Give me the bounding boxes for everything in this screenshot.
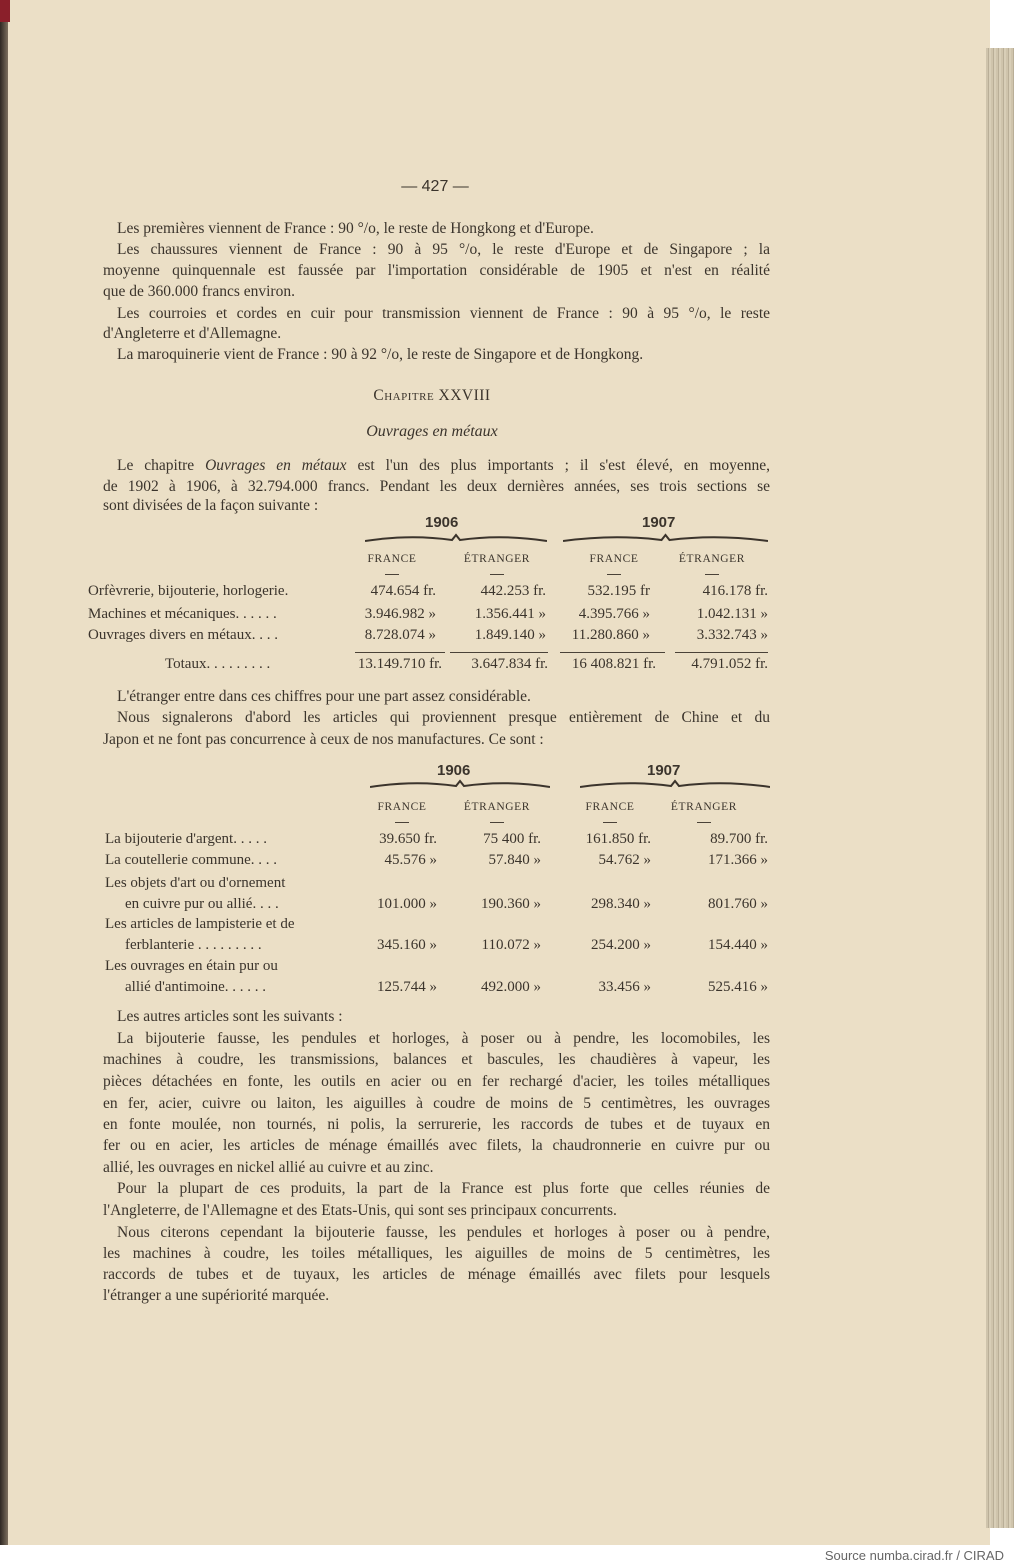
column-dash [490,574,504,575]
chapter-heading: Chapitre XXVIII [373,387,491,404]
column-dash [603,822,617,823]
paragraph-line: les machines à coudre, les toiles métalliques, les aiguilles de moins de 5 centimètres, les [103,1245,770,1262]
chapter-title: Ouvrages en métaux [366,423,498,440]
table-cell: 89.700 fr. [710,831,768,847]
paragraph-line: fer ou en acier, les articles de ménage émaillés avec filets, la chaudronnerie en cuivre pur ou [103,1137,770,1154]
source-credit: Source numba.cirad.fr / CIRAD [824,1548,1004,1563]
table-cell: 45.576 » [384,852,437,868]
paragraph-line: raccords de tubes et de tuyaux, les articles de ménage émaillés avec filets pour lesquels [103,1266,770,1283]
table-cell: 110.072 » [481,937,541,953]
column-header: FRANCE [585,801,635,813]
column-header: ÉTRANGER [463,553,531,565]
total-rule [675,652,768,653]
paragraph-line: en fonte moulée, non tournés, ni polis, la serrurerie, les raccords de tubes et de tuyaux en [103,1116,770,1133]
paragraph-line: d'Angleterre et d'Allemagne. [103,325,282,342]
year-header: 1906 [425,514,459,531]
year-brace [365,532,547,544]
paragraph-line: Nous citerons cependant la bijouterie fausse, les pendules et horloges à poser ou à pendre, [117,1224,770,1241]
page-number: — 427 — [401,178,469,195]
table-cell: 474.654 fr. [370,583,436,599]
table-cell: 57.840 » [488,852,541,868]
table-cell: 1.849.140 » [474,627,546,643]
table-cell: 39.650 fr. [379,831,437,847]
column-header: FRANCE [367,553,417,565]
year-header: 1907 [642,514,676,531]
year-header: 1906 [437,762,471,779]
table-cell: 101.000 » [377,896,437,912]
paragraph-line: Pour la plupart de ces produits, la part de la France est plus forte que celles réunies de [117,1180,770,1197]
row-label: Machines et mécaniques. . . . . . [88,606,277,622]
table-cell: 345.160 » [377,937,437,953]
paragraph-line: l'Angleterre, de l'Allemagne et des Etats-Unis, qui sont ses principaux concurrents. [103,1202,617,1219]
column-dash [395,822,409,823]
table-cell: 1.042.131 » [696,606,768,622]
emphasis: Ouvrages en métaux [205,457,347,474]
column-header: ÉTRANGER [678,553,746,565]
binding-ribbon [0,0,10,22]
column-dash [385,574,399,575]
paragraph-line: Japon et ne font pas concurrence à ceux de nos manufactures. Ce sont : [103,731,544,748]
paragraph-line: l'étranger a une supériorité marquée. [103,1287,330,1304]
year-brace [370,778,550,790]
total-cell: 16 408.821 fr. [571,656,656,672]
paragraph-line: Nous signalerons d'abord les articles qui proviennent presque entièrement de Chine et du [117,709,770,726]
table-cell: 3.332.743 » [696,627,768,643]
table-cell: 525.416 » [708,979,768,995]
paragraph-line: moyenne quinquennale est faussée par l'importation considérable de 1905 et n'est en réalité [103,262,770,279]
total-label: Totaux. . . . . . . . . [165,656,271,672]
row-label: Les ouvrages en étain pur ou [105,958,278,974]
column-header: FRANCE [377,801,427,813]
row-label: en cuivre pur ou allié. . . . [125,896,279,912]
table-cell: 190.360 » [481,896,541,912]
table-cell: 171.366 » [708,852,768,868]
paragraph-line: Les premières viennent de France : 90 °/o, le reste de Hongkong et d'Europe. [117,220,594,237]
row-label: allié d'antimoine. . . . . . [125,979,267,995]
column-dash [697,822,711,823]
row-label: Les objets d'art ou d'ornement [105,875,286,891]
paragraph-line: que de 360.000 francs environ. [103,283,295,300]
table-cell: 442.253 fr. [480,583,546,599]
row-label: Orfèvrerie, bijouterie, horlogerie. [88,583,289,599]
year-brace [563,532,768,544]
paragraph-line: L'étranger entre dans ces chiffres pour une part assez considérable. [117,688,531,705]
book-binding-edge [0,0,8,1545]
table-cell: 3.946.982 » [364,606,436,622]
paragraph-line: machines à coudre, les transmissions, balances et bascules, les chaudières à vapeur, les [103,1051,770,1068]
table-cell: 416.178 fr. [702,583,768,599]
year-header: 1907 [647,762,681,779]
row-label: La coutellerie commune. . . . [105,852,278,868]
table-cell: 75 400 fr. [483,831,541,847]
total-cell: 3.647.834 fr. [471,656,548,672]
table-cell: 4.395.766 » [578,606,650,622]
total-cell: 4.791.052 fr. [691,656,768,672]
paragraph-line: Les courroies et cordes en cuir pour transmission viennent de France : 90 à 95 °/o, le reste [117,305,770,322]
column-header: FRANCE [589,553,639,565]
column-dash [607,574,621,575]
row-label: Ouvrages divers en métaux. . . . [88,627,278,643]
column-dash [490,822,504,823]
row-label: ferblanterie . . . . . . . . . [125,937,262,953]
total-rule [560,652,665,653]
table-cell: 492.000 » [481,979,541,995]
table-cell: 254.200 » [591,937,651,953]
table-cell: 532.195 fr [587,583,650,599]
column-dash [705,574,719,575]
paragraph-line: allié, les ouvrages en nickel allié au cuivre et au zinc. [103,1159,434,1176]
year-brace [580,778,770,790]
table-cell: 154.440 » [708,937,768,953]
table-cell: 161.850 fr. [585,831,651,847]
column-header: ÉTRANGER [670,801,738,813]
table-cell: 801.760 » [708,896,768,912]
table-cell: 33.456 » [598,979,651,995]
table-cell: 298.340 » [591,896,651,912]
total-rule [355,652,445,653]
paragraph-line: en fer, acier, cuivre ou laiton, les aiguilles à coudre de moins de 5 centimètres, les ouvrages [103,1095,770,1112]
table-cell: 125.744 » [377,979,437,995]
row-label: Les articles de lampisterie et de [105,916,295,932]
paragraph-line: Les autres articles sont les suivants : [117,1008,343,1025]
table-cell: 8.728.074 » [364,627,436,643]
paragraph-line: Le chapitre Ouvrages en métaux est l'un des plus importants ; il s'est élevé, en moyenne, [117,457,771,474]
total-cell: 13.149.710 fr. [357,656,442,672]
total-rule [450,652,548,653]
paragraph-line: de 1902 à 1906, à 32.794.000 francs. Pendant les deux dernières années, ses trois sections se [103,478,770,495]
table-cell: 54.762 » [598,852,651,868]
paragraph-line: La bijouterie fausse, les pendules et horloges, à poser ou à pendre, les locomobiles, les [117,1030,770,1047]
table-cell: 11.280.860 » [571,627,650,643]
paragraph-line: La maroquinerie vient de France : 90 à 92 °/o, le reste de Singapore et de Hongkong. [117,346,644,363]
paragraph-line: sont divisées de la façon suivante : [103,497,319,514]
paragraph-line: Les chaussures viennent de France : 90 à 95 °/o, le reste d'Europe et de Singapore ; la [117,241,770,258]
paragraph-line: pièces détachées en fonte, les outils en acier ou en fer rechargé d'acier, les toiles métalliques [103,1073,770,1090]
row-label: La bijouterie d'argent. . . . . [105,831,267,847]
column-header: ÉTRANGER [463,801,531,813]
page-stack-edge [986,48,1014,1528]
table-cell: 1.356.441 » [474,606,546,622]
